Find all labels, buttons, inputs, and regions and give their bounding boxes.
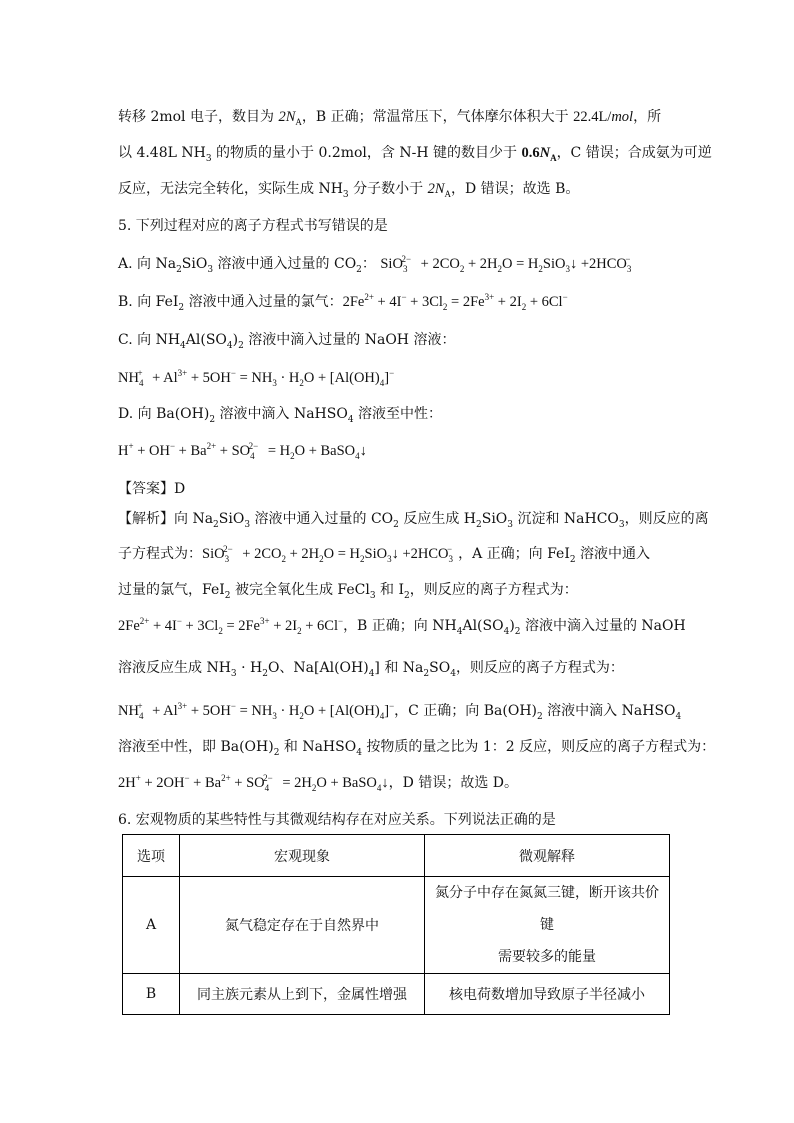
table-header: 选项 <box>123 835 180 877</box>
text-line-2: 以 4.48L $NH_3$ 的物质的量小于 0.2mol，含 N-H 键的数目少于 $0.6N_A$，C 错误；合成氨为可逆 <box>118 145 712 164</box>
table-header: 宏观现象 <box>180 835 425 877</box>
text-line-3: 反应，无法完全转化，实际生成 $NH_3$ 分子数小于 $2N_A$，D 错误；故选 B。 <box>118 181 580 200</box>
question-6: 6. 宏观物质的某些特性与其微观结构存在对应关系。下列说法正确的是 <box>118 812 556 828</box>
table-row <box>123 974 670 1015</box>
option-d-equation: $H^+ + OH^- + Ba^{2+} + SO_4^{2-} = H_2O$ + BaSO$_4$↓ <box>118 441 367 461</box>
table-cell-micro-line: 需要较多的能量 <box>498 949 596 965</box>
table-header: 微观解释 <box>425 835 670 877</box>
answer-line <box>118 479 185 499</box>
analysis-line-2: 子方程式为：$SiO_3^{2-} + 2CO_2 + 2H_2O$ = $H_2SiO_3↓ +2HCO_3^-$ ，A 正确；向 FeI$_2$ 溶液中通入 <box>118 544 651 565</box>
option-c: C. 向 $NH_4Al(SO_4)_2$ 溶液中滴入过量的 NaOH 溶液： <box>118 332 456 351</box>
analysis-line-7: 溶液至中性，即 $Ba(OH)_2$ 和 NaHSO$_4$ 按物质的量之比为 1：2 反应，则反应的离子方程式为： <box>118 739 716 758</box>
option-c-equation: $NH_4^+ + Al^{3+} + 5OH^- = NH_3 \cdot H_2O + [Al(OH)_4]^-$ <box>118 368 395 388</box>
answer-table <box>122 834 670 1015</box>
option-a: A. 向 $Na_2SiO_3$ 溶液中通入过量的 $CO_2$： $SiO_3^{2-} + 2CO_2 + 2H_2O$ = $H_2SiO_3↓ +2HCO_3^-$ <box>118 254 632 275</box>
table-cell-option: A <box>123 877 180 974</box>
table-cell-micro <box>425 877 670 974</box>
answer-label: 【答案】 <box>118 481 174 497</box>
table-cell-macro: 氮气稳定存在于自然界中 <box>180 877 425 974</box>
option-b: B. 向 FeI$_2$ 溶液中通入过量的氯气：$2Fe^{2+} + 4I^- + 3Cl_2 = 2Fe^{3+} + 2I_2 + 6Cl^-$ <box>118 292 568 313</box>
analysis-line-3: 过量的氯气，FeI$_2$ 被完全氧化生成 FeCl$_3$ 和 $I_2$，则反应的离子方程式为： <box>118 582 578 601</box>
analysis-line-4: $2Fe^{2+} + 4I^- + 3Cl_2 = 2Fe^{3+} + 2I_2 + 6Cl^-$，B 正确；向 $NH_4Al(SO_4)_2$ 溶液中滴入过量的 NaOH <box>118 616 686 637</box>
table-cell-macro: 同主族元素从上到下，金属性增强 <box>180 974 425 1015</box>
analysis-line-8: $2H^+ + 2OH^- + Ba^{2+} + SO_4^{2-} = 2H_2O$ + BaSO$_4$↓，D 错误；故选 D。 <box>118 773 518 793</box>
table-cell-micro-line: 氮分子中存在氮氮三键，断开该共价键 <box>435 885 659 933</box>
table-cell-micro: 核电荷数增加导致原子半径减小 <box>425 974 670 1015</box>
analysis-line-1: 【解析】向 $Na_2SiO_3$ 溶液中通入过量的 $CO_2$ 反应生成 $H_2SiO_3$ 沉淀和 NaHCO$_3$，则反应的离 <box>118 511 709 530</box>
analysis-line-5: 溶液反应生成 $NH_3 \cdot H_2O$、$Na[Al(OH)_4]$ 和 $Na_2SO_4$，则反应的离子方程式为： <box>118 660 624 679</box>
option-d: D. 向 $Ba(OH)_2$ 溶液中滴入 NaHSO$_4$ 溶液至中性： <box>118 406 443 425</box>
table-row <box>123 877 670 974</box>
analysis-line-6: $NH_4^+ + Al^{3+} + 5OH^- = NH_3 \cdot H_2O + [Al(OH)_4]^-$，C 正确；向 $Ba(OH)_2$ 溶液中滴入 NaHSO$_4$ <box>118 701 682 722</box>
text-line-1: 转移 2mol 电子，数目为 $2N_A$，B 正确；常温常压下，气体摩尔体积大于 22.4L/mol，所 <box>118 109 662 127</box>
table-header-row <box>123 835 670 877</box>
table-cell-option: B <box>123 974 180 1015</box>
answer-value: D <box>174 481 186 497</box>
question-5: 5. 下列过程对应的离子方程式书写错误的是 <box>118 218 388 234</box>
analysis-label: 【解析】 <box>118 511 174 527</box>
